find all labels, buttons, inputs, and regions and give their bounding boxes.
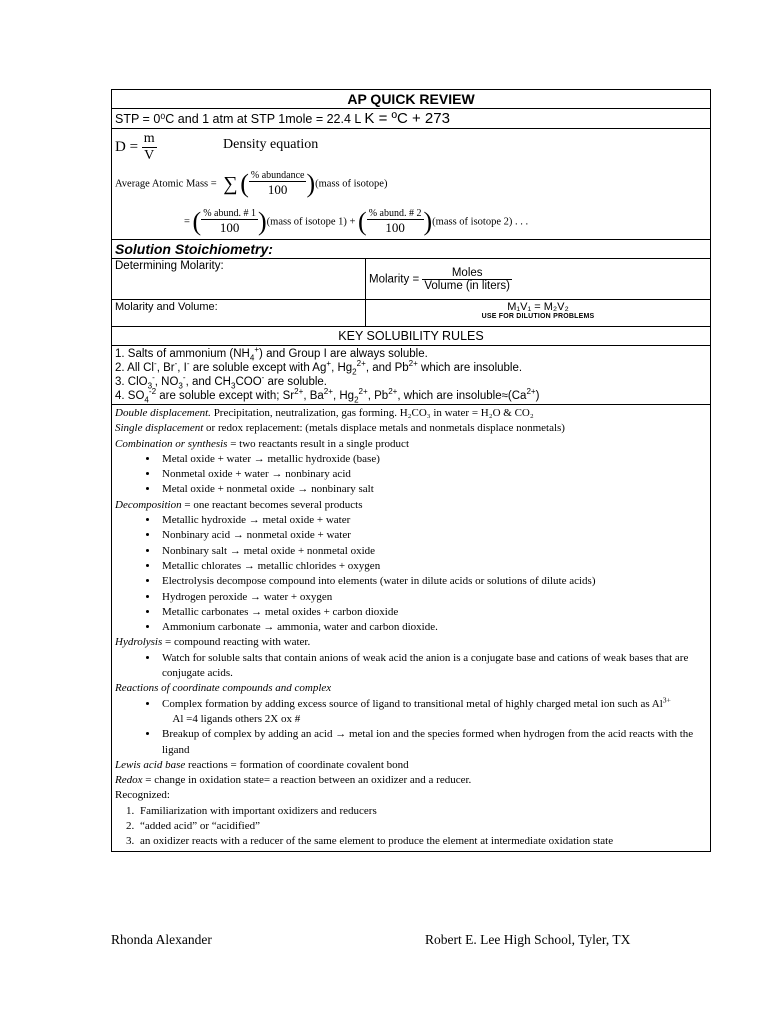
list-item: • Metallic carbonates → metal oxides + carbon dioxide [159,605,707,620]
list-item: • Nonmetal oxide + water → nonbinary acid [159,467,707,482]
molarity-label: Determining Molarity: [112,259,366,300]
lewis-acid-base: Lewis acid base reactions = formation of coordinate covalent bond [115,758,409,771]
solubility-rule-1: 1. Salts of ammonium $(NH_4^+)$ and Group I are always soluble. [115,345,428,363]
hydrolysis: Hydrolysis = compound reacting with water. [115,636,311,649]
solubility-heading: KEY SOLUBILITY RULES [112,327,711,346]
list-item: • Metal oxide + water → metallic hydroxide (base) [159,452,707,467]
hydrolysis-list [115,651,707,682]
list-item: • Metallic hydroxide → metal oxide + water [159,513,707,528]
solubility-rule-2: 2. All Cl-, Br-, I- are soluble except with Ag+, $Hg_2^{2+}$, and $Pb^{2+}$ which are insoluble. [115,359,523,377]
decomposition: Decomposition = one reactant becomes several products [115,498,363,511]
coordinate-list [115,694,707,758]
density-equation: D = $\frac{m}{V}$ [115,131,155,163]
solubility-rules [112,346,711,405]
weighted-average-equation: = ( $\frac{\text{\% abund. \# 1}}{100}$ )(mass of isotope 1) + ( $\frac{\text{\% abund. \# 2}}{100}$ )(mass of isotope 2) . . . [184,207,529,236]
molarity-volume-label: Molarity and Volume: [112,300,366,327]
solution-heading: Solution Stoichiometry: [112,240,711,259]
list-item: • Nonbinary salt → metal oxide + nonmetal oxide [159,544,707,559]
list-item: 2. “added acid” or “acidified” [137,819,707,834]
kelvin-text: K = ºC + 273 [364,110,450,127]
list-item: • Metal oxide + nonmetal oxide → nonbinary salt [159,482,707,497]
page-title: AP QUICK REVIEW [112,90,711,109]
list-item: • Hydrogen peroxide → water + oxygen [159,590,707,605]
reaction-types [112,405,711,852]
density-label: Density equation [223,137,319,152]
coordinate-compounds: Reactions of coordinate compounds and complex [115,682,332,695]
list-item: • Nonbinary acid → nonmetal oxide + water [159,528,707,543]
footer-school: Robert E. Lee High School, Tyler, TX [425,932,631,947]
stp-text: STP = 0⁰C and 1 atm at STP 1mole = 22.4 L [115,112,361,126]
equations-cell [112,129,711,240]
list-item: 3. an oxidizer reacts with a reducer of the same element to produce the element at intermediate oxidation state [137,834,707,849]
list-item: • Watch for soluble salts that contain anions of weak acid the anion is a conjugate base and cations of weak bases that are conjugate acids. [159,651,707,682]
double-displacement: Double displacement. Precipitation, neutralization, gas forming. H₂CO₃ in water = H₂O & CO₂ [115,407,534,419]
redox: Redox = change in oxidation state= a reaction between an oxidizer and a reducer. [115,774,472,787]
recognized-list [115,804,707,850]
molarity-equation: Molarity = $\frac{\text{Moles}}{\text{Volume (in liters)}}$ [366,259,711,300]
list-item: • Ammonium carbonate → ammonia, water and carbon dioxide. [159,620,707,635]
recognized-label: Recognized: [115,789,170,802]
list-item: 1. Familiarization with important oxidizers and reducers [137,804,707,819]
solubility-rule-3: 3. ClO$_3$-, $NO_3^-$, and $CH_3COO^-$ are soluble. [115,373,327,391]
dilution-cell [366,300,711,327]
list-item: • Electrolysis decompose compound into elements (water in dilute acids or solutions of dilute acids) [159,574,707,589]
review-sheet [111,89,711,852]
combination: Combination or synthesis = two reactants result in a single product [115,437,409,450]
stp-row [112,109,711,129]
list-item: • Metallic chlorates → metallic chlorides + oxygen [159,559,707,574]
list-item: • Breakup of complex by adding an acid → metal ion and the species formed when hydrogen from the acid reacts with the ligand [159,727,707,758]
single-displacement: Single displacement or redox replacement: (metals displace metals and nonmetals displace nonmetals) [115,422,565,435]
combination-list [115,452,707,498]
dilution-equation: M₁V₁ = M₂V₂ [507,301,569,313]
footer-author: Rhonda Alexander [111,932,212,947]
decomposition-list [115,513,707,635]
avg-atomic-mass-equation: Average Atomic Mass = ∑ ( $\frac{\text{\% abundance}}{100}$ )(mass of isotope) [115,169,388,198]
dilution-note: USE FOR DILUTION PROBLEMS [481,313,595,320]
solubility-rule-4: 4. $SO_4^{-2}$ are soluble except with; $Sr^{2+}$, $Ba^{2+}$, $Hg_2^{2+}$, $Pb^{2+}$, which are $insoluble\approx(Ca^{2+})$ [115,387,540,405]
list-item: • Complex formation by adding excess source of ligand to transitional metal of highly charged metal ion such as $Al^{3+}$ Al =4 ligands others 2X ox # [159,697,707,728]
sigma-icon: ∑ [223,172,238,195]
